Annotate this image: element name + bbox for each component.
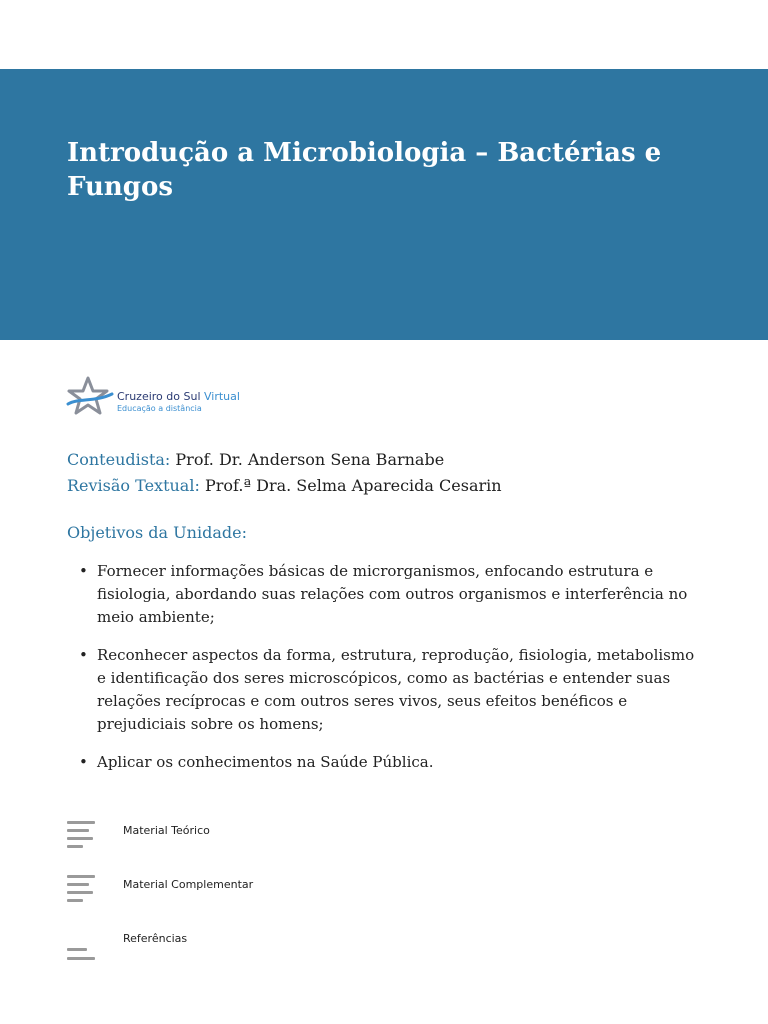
- credits: [67, 447, 502, 499]
- header-banner: [0, 69, 768, 340]
- author-line: [67, 447, 502, 473]
- reviewer-label: Revisão Textual:: [67, 476, 200, 495]
- menu-item-referencias[interactable]: [67, 920, 367, 974]
- reviewer-line: [67, 473, 502, 499]
- menu-item-label: Material Complementar: [123, 878, 254, 891]
- reviewer-name: Prof.ª Dra. Selma Aparecida Cesarin: [204, 476, 502, 495]
- page-title: Introdução a Microbiologia – Bactérias e Fungos: [67, 138, 662, 202]
- objective-item: • Fornecer informações básicas de microrganismos, enfocando estrutura e fisiologia, abordando suas relações com outros organismos e interferência no meio ambiente;: [79, 562, 688, 626]
- menu-item-label: Material Teórico: [123, 824, 210, 837]
- cruzeiro-do-sul-logo: [66, 376, 240, 420]
- star-swoosh-icon: [66, 376, 114, 420]
- author-label: Conteudista:: [67, 450, 171, 469]
- objective-item: • Aplicar os conhecimentos na Saúde Pública.: [79, 753, 434, 771]
- lines-menu-icon: [67, 820, 97, 844]
- menu-item-label: Referências: [123, 932, 188, 945]
- objectives-heading: Objetivos da Unidade:: [67, 523, 247, 542]
- lines-menu-icon: [67, 874, 97, 898]
- lines-menu-icon: [67, 928, 97, 952]
- unit-menu: [67, 812, 367, 974]
- logo-name: Cruzeiro do Sul Virtual: [117, 390, 240, 403]
- menu-item-material-teorico[interactable]: [67, 812, 367, 866]
- menu-item-material-complementar[interactable]: [67, 866, 367, 920]
- objective-item: • Reconhecer aspectos da forma, estrutura, reprodução, fisiologia, metabolismo e identificação dos seres microscópicos, como as bactérias e entender suas relações recíprocas e com outros seres vivos, seus efeitos benéficos e prejudiciais sobre os homens;: [79, 646, 695, 733]
- logo-tagline: Educação a distância: [117, 404, 202, 413]
- objectives-list: [67, 560, 707, 789]
- author-name: Prof. Dr. Anderson Sena Barnabe: [175, 450, 445, 469]
